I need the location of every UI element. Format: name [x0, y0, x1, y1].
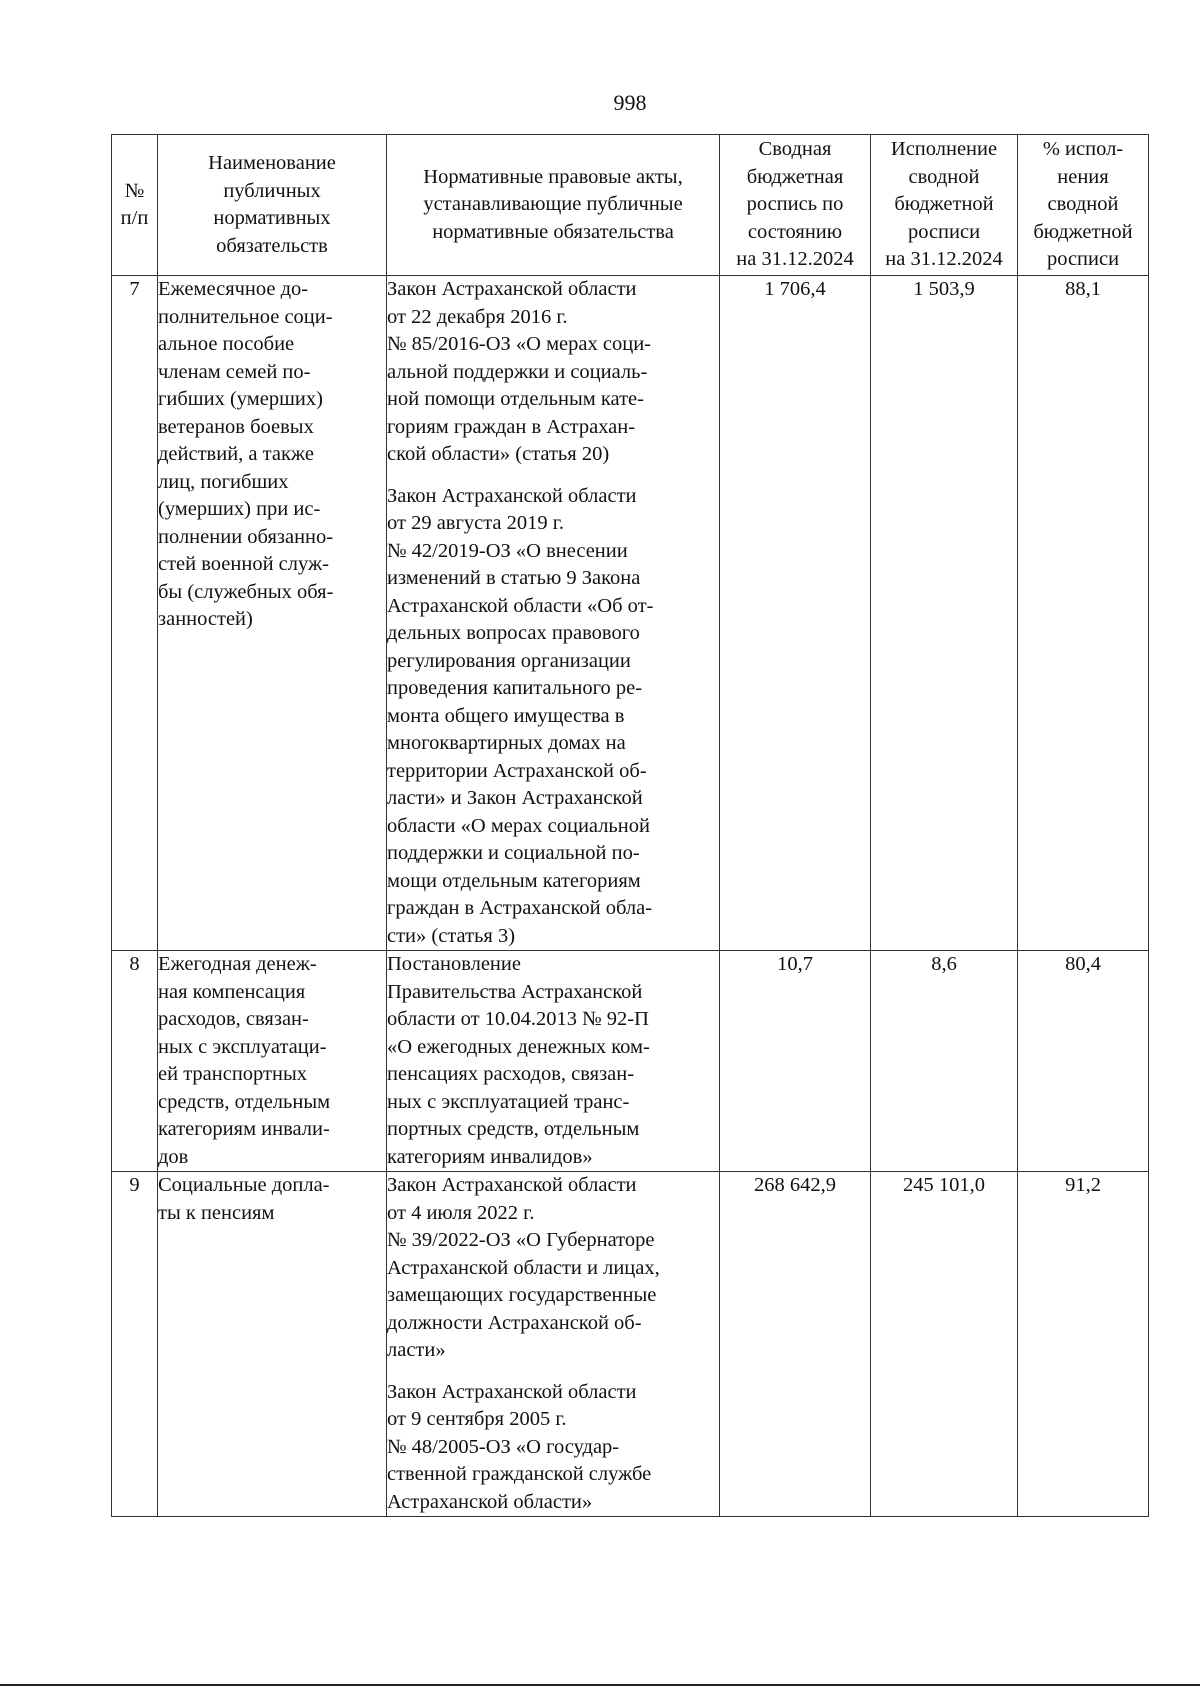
legal-act-line: ных с эксплуатацией транс-	[387, 1090, 630, 1113]
execution-percent-value: 80,4	[1018, 951, 1149, 1172]
legal-act-line: мощи отдельным категориям	[387, 869, 641, 892]
obligation-name-line: ных с эксплуатаци-	[158, 1035, 327, 1058]
header-obligation-name	[158, 135, 387, 276]
obligation-name-line: бы (служебных обя-	[158, 580, 334, 603]
obligation-name-line: полнительное соци-	[158, 305, 333, 328]
header-line: публичных	[223, 179, 321, 202]
legal-act-line: ласти» и Закон Астраханской	[387, 787, 643, 809]
obligation-name-line: стей военной служ-	[158, 553, 329, 575]
legal-act-line: альной поддержки и социаль-	[387, 360, 648, 383]
obligation-name-line: полнении обязанно-	[158, 525, 334, 548]
legal-act-line: пенсациях расходов, связан-	[387, 1063, 635, 1085]
obligation-name	[158, 951, 387, 1172]
legal-act-line: ственной гражданской службе	[387, 1463, 652, 1485]
legal-acts	[387, 276, 720, 951]
obligation-name-line: членам семей по-	[158, 360, 311, 383]
obligation-name-line: ная компенсация	[158, 980, 306, 1003]
obligation-name-line: ты к пенсиям	[158, 1201, 275, 1224]
header-line: сводной	[1047, 193, 1119, 216]
legal-act-line: Закон Астраханской области	[387, 1380, 637, 1403]
executed-budget-value: 1 503,9	[871, 276, 1018, 951]
obligation-name-line: лиц, погибших	[158, 470, 289, 493]
legal-act-line: изменений в статью 9 Закона	[387, 567, 641, 589]
header-legal-acts	[387, 135, 720, 276]
executed-budget-value: 8,6	[871, 951, 1018, 1172]
legal-act-line: регулирования организации	[387, 649, 631, 672]
page-number: 998	[613, 90, 647, 115]
header-line: п/п	[120, 207, 149, 229]
legal-act-line: должности Астраханской об-	[387, 1311, 642, 1334]
legal-act-line: дельных вопросах правового	[387, 622, 640, 644]
legal-act-line: категориям инвалидов»	[387, 1145, 593, 1168]
legal-act-line: № 39/2022-ОЗ «О Губернаторе	[387, 1229, 655, 1251]
legal-act-line: Закон Астраханской области	[387, 1174, 637, 1196]
table-header	[112, 135, 1149, 276]
execution-percent-value: 91,2	[1018, 1172, 1149, 1517]
obligation-name-line: категориям инвали-	[158, 1118, 330, 1140]
header-line: Сводная	[758, 138, 832, 161]
table-row	[112, 951, 1149, 1172]
table-row	[112, 276, 1149, 951]
obligation-name-line: Ежемесячное до-	[158, 278, 309, 300]
header-line: Наименование	[208, 152, 336, 174]
legal-act-line: ской области» (статья 20)	[387, 443, 610, 465]
header-line: сводной	[908, 165, 980, 188]
row-number: 9	[112, 1172, 158, 1517]
row-number: 7	[112, 276, 158, 951]
legal-act-line: ной помощи отдельным кате-	[387, 388, 644, 410]
header-line: нормативных	[213, 207, 331, 229]
legal-act-line: многоквартирных домах на	[387, 732, 626, 754]
header-executed-budget	[871, 135, 1018, 276]
legal-acts	[387, 951, 720, 1172]
legal-act-line: замещающих государственные	[387, 1284, 657, 1306]
legal-act	[387, 1379, 719, 1517]
legal-act-line: от 4 июля 2022 г.	[387, 1201, 535, 1224]
obligation-name-line: ветеранов боевых	[158, 415, 314, 438]
legal-act-line: № 48/2005-ОЗ «О государ-	[387, 1435, 620, 1458]
table-body	[112, 276, 1149, 1517]
obligation-name	[158, 1172, 387, 1517]
legal-act-line: граждан в Астраханской обла-	[387, 897, 653, 919]
legal-act-line: Астраханской области»	[387, 1490, 593, 1513]
legal-act-line: Астраханской области «Об от-	[387, 594, 654, 617]
legal-act-line: от 22 декабря 2016 г.	[387, 305, 568, 328]
row-number: 8	[112, 951, 158, 1172]
legal-act-line: поддержки и социальной по-	[387, 842, 640, 864]
legal-act-line: Закон Астраханской области	[387, 278, 637, 300]
execution-percent-value: 88,1	[1018, 276, 1149, 951]
planned-budget-value: 268 642,9	[720, 1172, 871, 1517]
legal-act-line: сти» (статья 3)	[387, 924, 516, 947]
obligation-name-line: действий, а также	[158, 443, 314, 465]
obligation-name	[158, 276, 387, 951]
legal-act-line: от 29 августа 2019 г.	[387, 512, 565, 534]
legal-act	[387, 1172, 719, 1365]
header-line: % испол-	[1042, 138, 1124, 161]
bottom-rule	[0, 1684, 1200, 1686]
legal-act-line: Закон Астраханской области	[387, 484, 637, 507]
obligation-name-line: (умерших) при ис-	[158, 498, 321, 520]
legal-act	[387, 276, 719, 469]
obligation-name-line: Социальные допла-	[158, 1174, 330, 1196]
header-line: Нормативные правовые акты,	[423, 165, 683, 188]
header-execution-percent	[1018, 135, 1149, 276]
executed-budget-value: 245 101,0	[871, 1172, 1018, 1517]
planned-budget-value: 10,7	[720, 951, 871, 1172]
legal-act-line: Астраханской области и лицах,	[387, 1256, 660, 1279]
legal-act-line: гориям граждан в Астрахан-	[387, 415, 636, 438]
header-line: нормативные обязательства	[432, 220, 674, 243]
obligation-name-line: занностей)	[158, 608, 253, 630]
header-planned-budget	[720, 135, 871, 276]
legal-acts	[387, 1172, 720, 1517]
header-number	[112, 135, 158, 276]
legal-act-line: проведения капитального ре-	[387, 677, 643, 699]
legal-act	[387, 483, 719, 951]
header-line: бюджетной	[1033, 220, 1133, 243]
header-line: Исполнение	[890, 138, 998, 161]
legal-act-line: «О ежегодных денежных ком-	[387, 1035, 650, 1058]
obligation-name-line: ей транспортных	[158, 1063, 307, 1085]
legal-act-line: портных средств, отдельным	[387, 1118, 640, 1140]
header-line: №	[124, 179, 145, 202]
table-row	[112, 1172, 1149, 1517]
legal-act-line: ласти»	[387, 1339, 446, 1361]
obligations-table	[111, 134, 1149, 1517]
legal-act-line: области от 10.04.2013 № 92-П	[387, 1008, 649, 1030]
header-line: бюджетная	[746, 165, 844, 188]
obligation-name-line: расходов, связан-	[158, 1008, 309, 1030]
header-line: роспись по	[746, 193, 844, 216]
obligation-name-line: дов	[158, 1145, 189, 1168]
header-line: на 31.12.2024	[885, 248, 1003, 271]
obligation-name-line: Ежегодная денеж-	[158, 953, 317, 975]
header-line: на 31.12.2024	[736, 248, 854, 271]
legal-act	[387, 951, 719, 1171]
legal-act-line: от 9 сентября 2005 г.	[387, 1408, 567, 1430]
obligation-name-line: средств, отдельным	[158, 1090, 331, 1113]
obligation-name-line: гибших (умерших)	[158, 388, 323, 410]
planned-budget-value: 1 706,4	[720, 276, 871, 951]
legal-act-line: территории Астраханской об-	[387, 759, 647, 782]
legal-act-line: области «О мерах социальной	[387, 814, 650, 837]
header-line: устанавливающие публичные	[423, 193, 683, 216]
obligation-name-line: альное пособие	[158, 333, 295, 355]
legal-act-line: монта общего имущества в	[387, 704, 625, 727]
legal-act-line: № 85/2016-ОЗ «О мерах соци-	[387, 333, 651, 355]
legal-act-line: № 42/2019-ОЗ «О внесении	[387, 539, 628, 562]
header-line: обязательств	[216, 234, 328, 257]
header-line: росписи	[907, 220, 981, 243]
header-line: состоянию	[747, 220, 843, 243]
legal-act-line: Правительства Астраханской	[387, 980, 643, 1003]
header-line: росписи	[1046, 248, 1120, 271]
legal-act-line: Постановление	[387, 953, 521, 975]
header-line: бюджетной	[894, 193, 994, 216]
header-line: нения	[1057, 165, 1109, 188]
